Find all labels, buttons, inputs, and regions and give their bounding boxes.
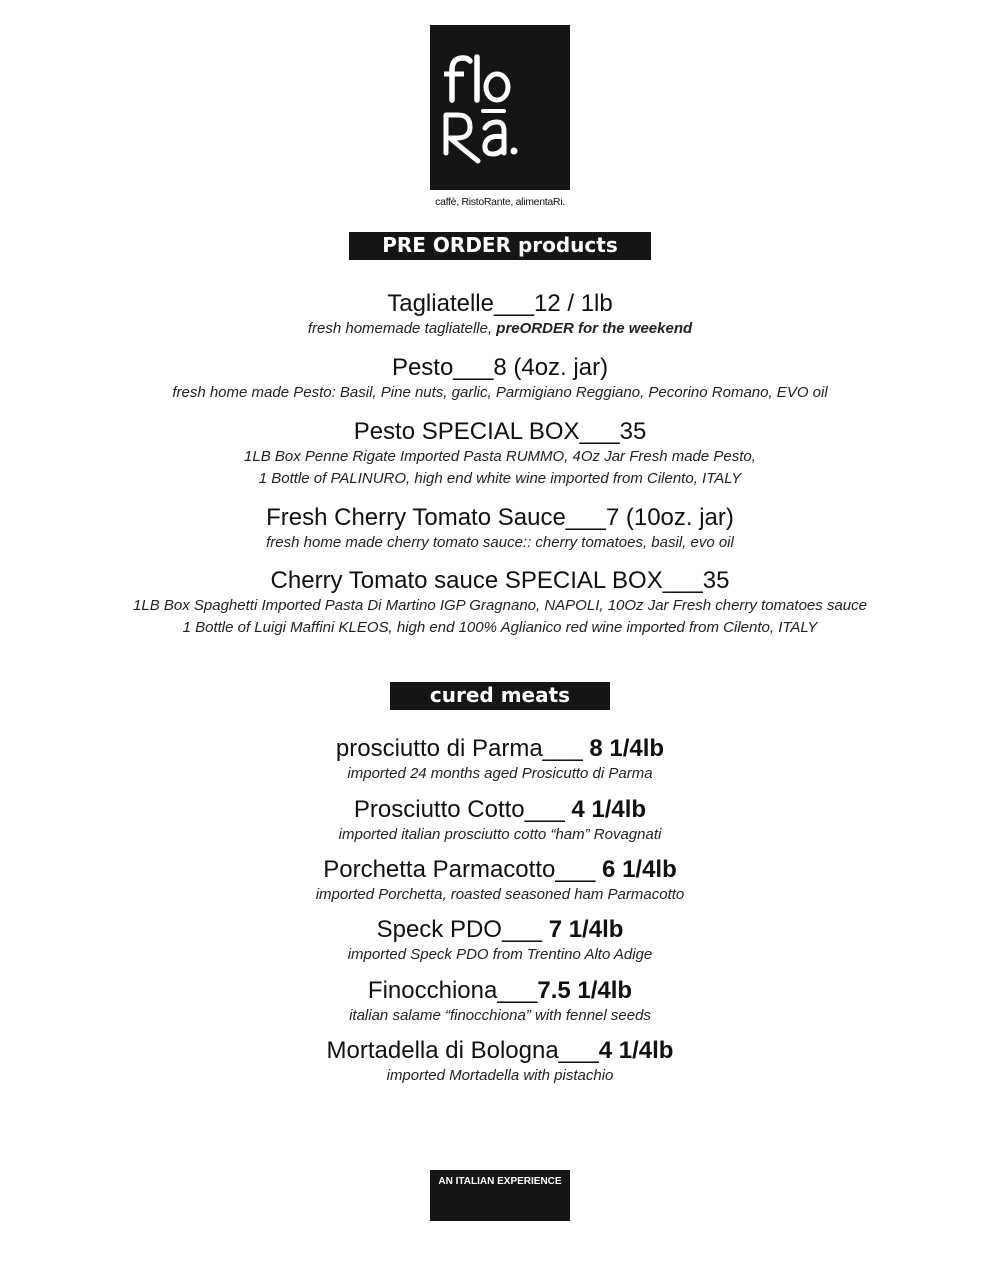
item-title: Fresh Cherry Tomato Sauce___7 (10oz. jar): [266, 504, 734, 531]
item-description: imported Mortadella with pistachio: [386, 1067, 614, 1084]
preorder-item: [0, 567, 1000, 639]
item-title: [0, 796, 1000, 824]
flora-logo-mark: [430, 25, 570, 190]
cured-meat-item: [0, 856, 1000, 906]
item-description: 1LB Box Penne Rigate Imported Pasta RUMMO, 4Oz Jar Fresh made Pesto,: [244, 448, 756, 465]
cured-meat-item: [0, 796, 1000, 846]
item-price: 6 1/4lb: [602, 856, 677, 883]
preorder-item: [0, 418, 1000, 490]
item-price: 8 1/4lb: [589, 735, 665, 762]
item-name: Finocchiona___: [367, 977, 538, 1004]
item-title: [0, 977, 1000, 1005]
item-description: imported Porchetta, roasted seasoned ham Parmacotto: [315, 886, 685, 903]
item-price: 4 1/4lb: [598, 1037, 674, 1064]
item-description: 1LB Box Spaghetti Imported Pasta Di Martino IGP Gragnano, NAPOLI, 10Oz Jar Fresh cherry tomatoes sauce: [133, 597, 867, 614]
cured-meat-item: [0, 916, 1000, 966]
item-title: Tagliatelle___12 / 1lb: [387, 290, 613, 317]
item-description: imported Speck PDO from Trentino Alto Adige: [347, 946, 653, 963]
flora-logo: [430, 25, 570, 190]
preorder-item: [0, 290, 1000, 340]
item-description: imported italian prosciutto cotto “ham” Rovagnati: [338, 826, 662, 843]
item-title: [0, 1037, 1000, 1065]
item-name: Prosciutto Cotto___: [353, 796, 572, 823]
item-name: prosciutto di Parma___: [335, 735, 590, 762]
item-title: [0, 735, 1000, 763]
item-title: Pesto___8 (4oz. jar): [391, 354, 609, 381]
item-description-line-2: 1 Bottle of Luigi Maffini KLEOS, high end 100% Aglianico red wine imported from Cilento, ITALY: [182, 619, 818, 636]
item-description-emphasis: preORDER for the weekend: [496, 320, 693, 337]
item-name: Speck PDO___: [376, 916, 549, 943]
item-description-line-2: 1 Bottle of PALINURO, high end white wine imported from Cilento, ITALY: [258, 470, 742, 487]
preorder-section-header: PRE ORDER products: [349, 232, 651, 260]
item-price: 7 1/4lb: [548, 916, 624, 943]
item-title: Cherry Tomato sauce SPECIAL BOX___35: [270, 567, 730, 594]
footer-text: AN ITALIAN EXPERIENCE: [438, 1176, 562, 1187]
item-description: italian salame “finocchiona” with fennel seeds: [349, 1007, 651, 1024]
item-name: Porchetta Parmacotto___: [323, 856, 603, 883]
logo-tagline: caffè, RistoRante, alimentaRi.: [435, 196, 565, 208]
footer-badge: [430, 1170, 570, 1221]
cured-meat-item: [0, 977, 1000, 1027]
item-description-text: fresh homemade tagliatelle,: [307, 320, 497, 337]
item-title: [0, 856, 1000, 884]
item-title: Pesto SPECIAL BOX___35: [353, 418, 647, 445]
cured-meats-section-header: cured meats: [390, 682, 610, 710]
item-title: [0, 916, 1000, 944]
item-name: Mortadella di Bologna___: [326, 1037, 599, 1064]
cured-meat-item: [0, 735, 1000, 785]
item-description: [0, 318, 1000, 340]
item-description: imported 24 months aged Prosicutto di Parma: [347, 765, 653, 782]
item-price: 4 1/4lb: [571, 796, 647, 823]
preorder-item: [0, 504, 1000, 554]
cured-meat-item: [0, 1037, 1000, 1087]
item-price: 7.5 1/4lb: [537, 977, 633, 1004]
item-description: fresh home made cherry tomato sauce:: cherry tomatoes, basil, evo oil: [266, 534, 734, 551]
item-description: fresh home made Pesto: Basil, Pine nuts, garlic, Parmigiano Reggiano, Pecorino Romano, EVO oil: [172, 384, 828, 401]
preorder-item: [0, 354, 1000, 404]
